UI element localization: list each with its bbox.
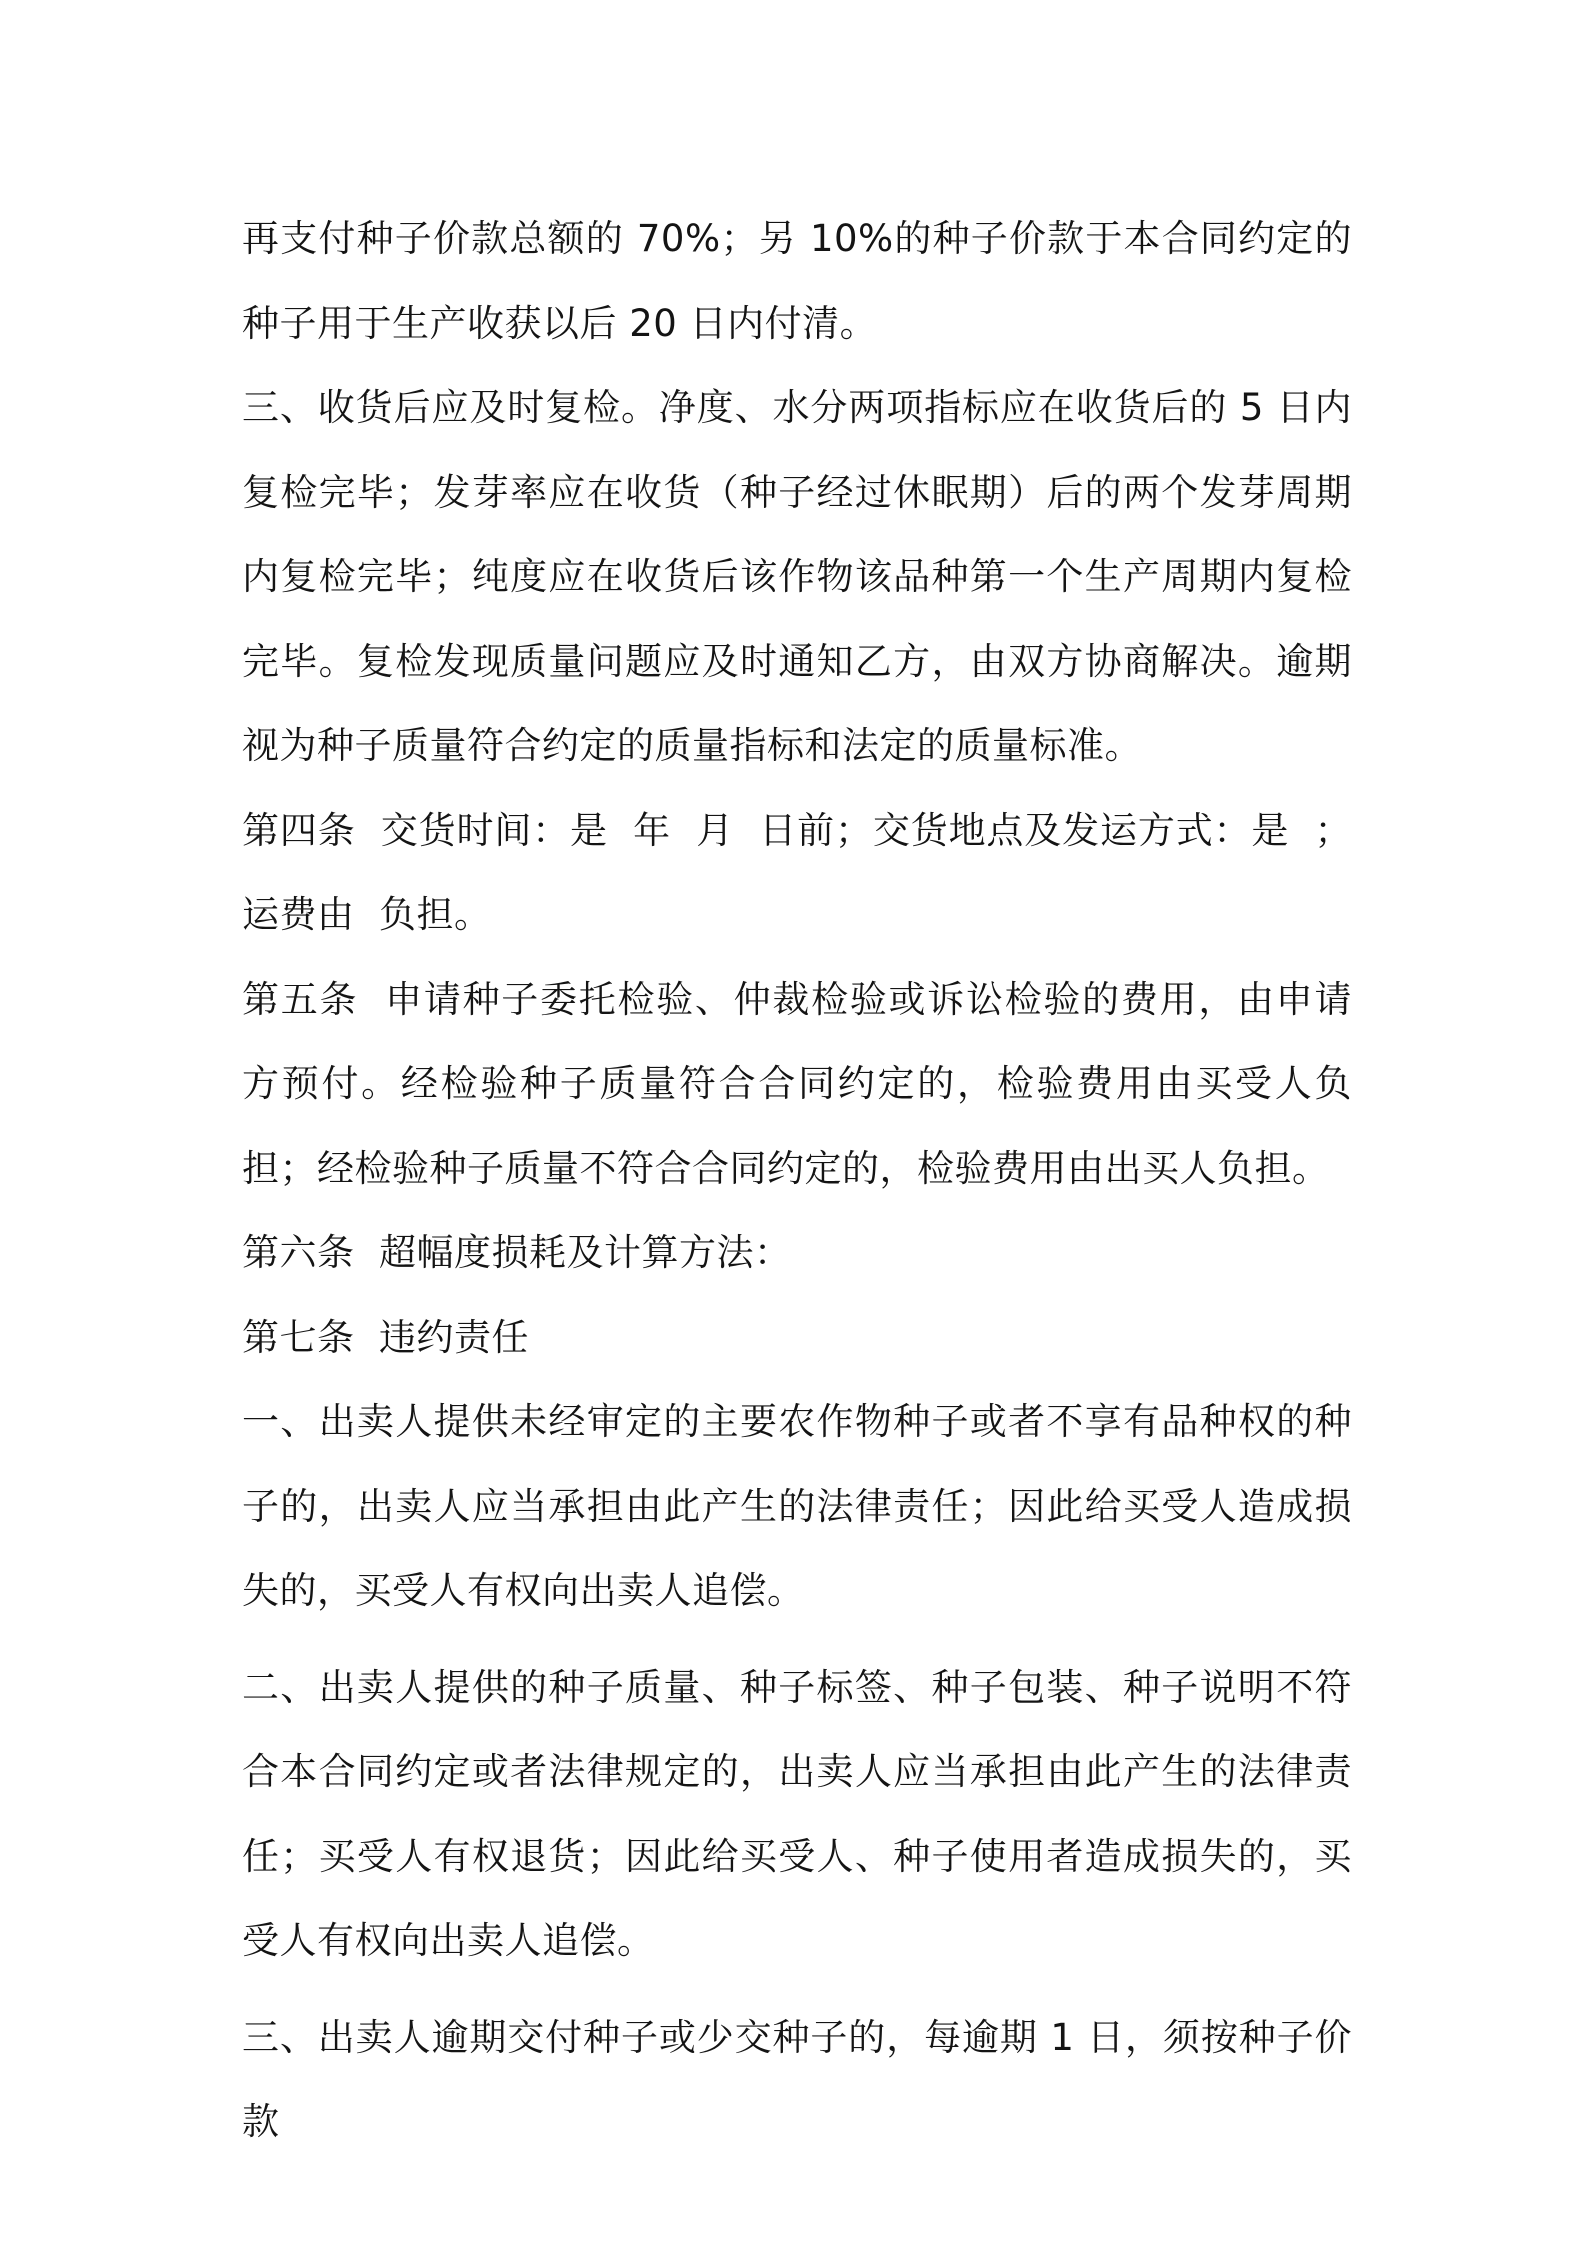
- paragraph-liability-3: 三、出卖人逾期交付种子或少交种子的，每逾期 1 日，须按种子价款: [242, 2015, 1352, 2143]
- paragraph-liability-1: 一、出卖人提供未经审定的主要农作物种子或者不享有品种权的种子的，出卖人应当承担由此产生的法律责任；因此给买受人造成损失的，买受人有权向出卖人追偿。: [242, 1400, 1352, 1612]
- paragraph-article-4: 第四条 交货时间：是 年 月 日前；交货地点及发运方式：是 ；运费由 负担。: [242, 808, 1352, 936]
- paragraph-recheck: 三、收货后应及时复检。净度、水分两项指标应在收货后的 5 日内复检完毕；发芽率应在收货（种子经过休眠期）后的两个发芽周期内复检完毕；纯度应在收货后该作物该品种第一个生产周期内复检完毕。复检发现质量问题应及时通知乙方，由双方协商解决。逾期视为种子质量符合约定的质量指标和法定的质量标准。: [242, 386, 1352, 767]
- paragraph-article-5: 第五条 申请种子委托检验、仲裁检验或诉讼检验的费用，由申请方预付。经检验种子质量符合合同约定的，检验费用由买受人负担；经检验种子质量不符合合同约定的，检验费用由出买人负担。: [242, 977, 1352, 1190]
- paragraph-article-7: 第七条 违约责任: [242, 1315, 530, 1359]
- paragraph-payment-terms: 再支付种子价款总额的 70%；另 10%的种子价款于本合同约定的种子用于生产收获以后 20 日内付清。: [242, 217, 1352, 345]
- document-body: [242, 197, 1352, 2165]
- paragraph-liability-2: 二、出卖人提供的种子质量、种子标签、种子包装、种子说明不符合本合同约定或者法律规定的，出卖人应当承担由此产生的法律责任；买受人有权退货；因此给买受人、种子使用者造成损失的，买受人有权向出卖人追偿。: [242, 1665, 1352, 1962]
- paragraph-article-6: 第六条 超幅度损耗及计算方法：: [242, 1231, 792, 1274]
